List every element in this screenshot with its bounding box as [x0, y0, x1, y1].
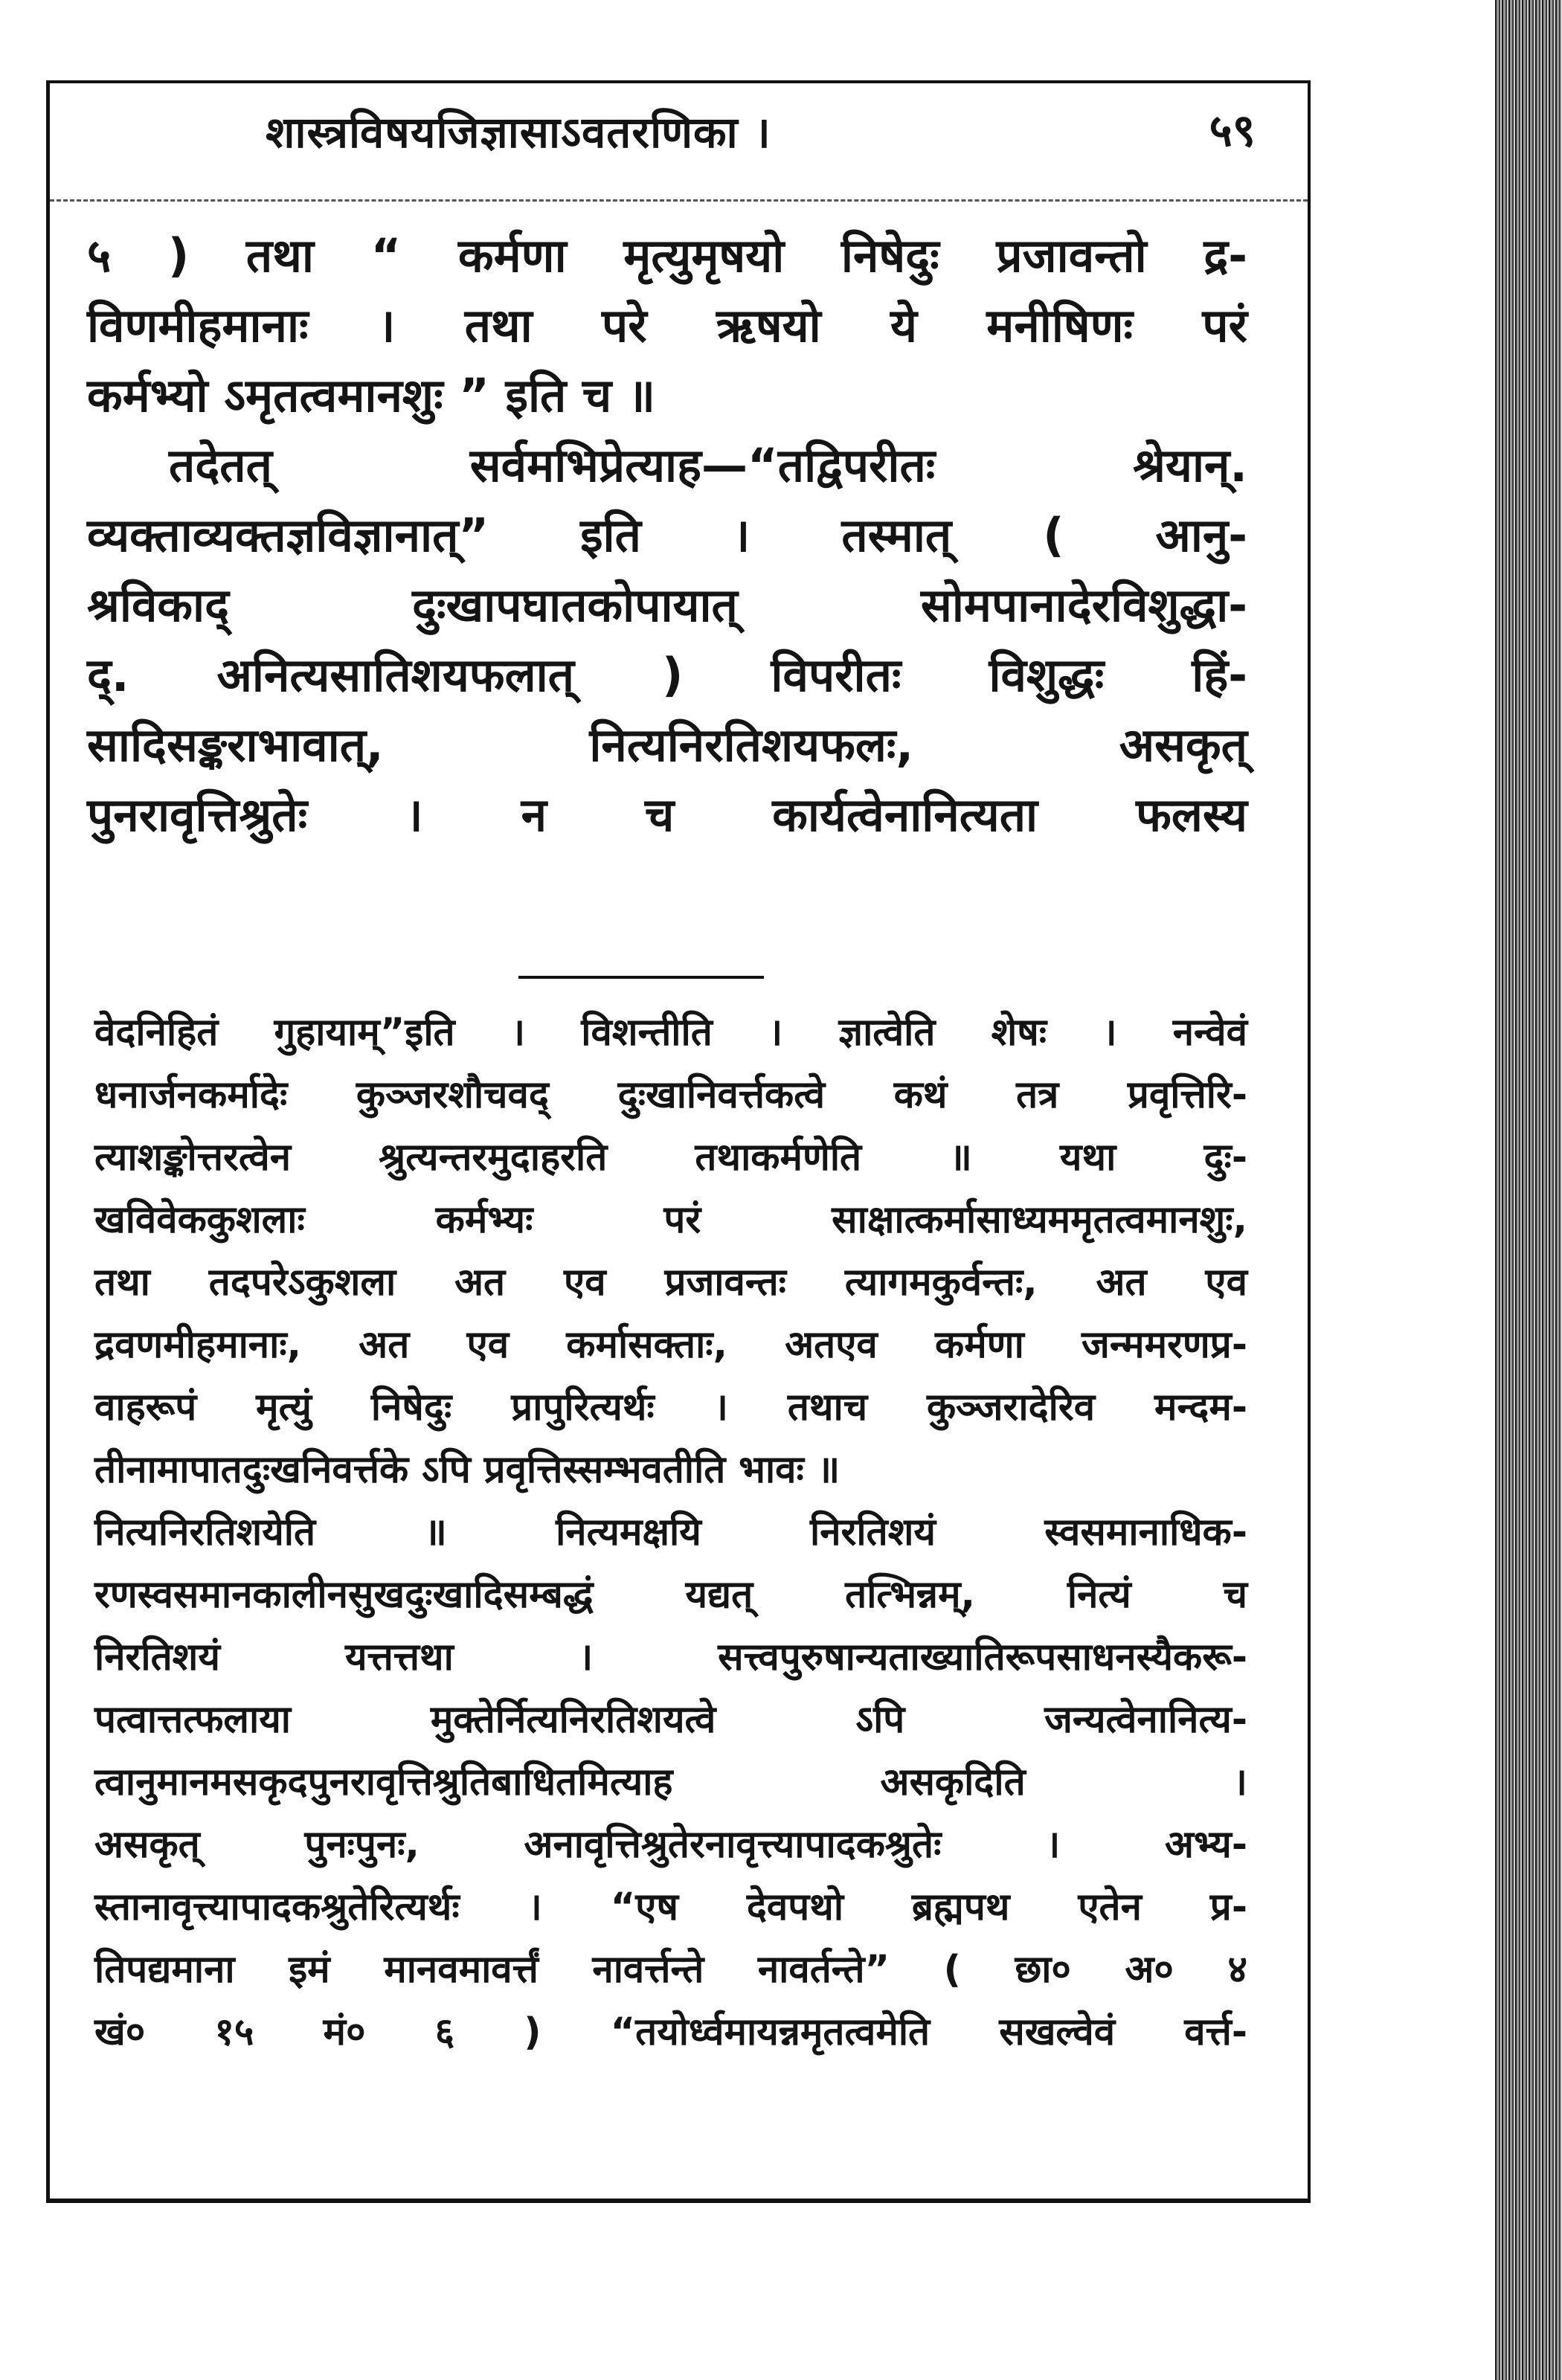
- commentary-line: रणस्वसमानकालीनसुखदुःखादिसम्बद्धं यद्यत् तत्भिन्नम्, नित्यं च: [94, 1573, 1247, 1617]
- commentary-line: नित्यनिरतिशयेति ॥ नित्यमक्षयि निरतिशयं स्वसमानाधिक-: [94, 1511, 1247, 1554]
- commentary-line: असकृत् पुनःपुनः, अनावृत्तिश्रुतेरनावृत्त्यापादकश्रुतेः । अभ्य-: [94, 1823, 1247, 1867]
- main-text-line: पुनरावृत्तिश्रुतेः । न च कार्यत्वेनानित्यता फलस्य: [87, 788, 1247, 842]
- main-text-line: श्रविकाद् दुःखापघातकोपायात् सोमपानादेरविशुद्धा-: [87, 578, 1247, 632]
- scan-binding-edge: [1495, 0, 1562, 2380]
- commentary-line: तीनामापातदुःखनिवर्त्तके ऽपि प्रवृत्तिस्सम्भवतीति भावः ॥: [94, 1448, 841, 1492]
- page-frame: [46, 80, 1311, 2203]
- main-text-line: द्. अनित्यसातिशयफलात् ) विपरीतः विशुद्धः हिं-: [87, 648, 1247, 702]
- commentary-line: त्याशङ्कोत्तरत्वेन श्रुत्यन्तरमुदाहरति तथाकर्मणेति ॥ यथा दुः-: [94, 1136, 1247, 1180]
- commentary-line: वेदनिहितं गुहायाम्”इति । विशन्तीति । ज्ञात्वेति शेषः । नन्वेवं: [94, 1011, 1247, 1055]
- main-text-line: व्यक्ताव्यक्तज्ञविज्ञानात्” इति । तस्मात् ( आनु-: [87, 508, 1247, 562]
- commentary-line: वाहरूपं मृत्युं निषेदुः प्रापुरित्यर्थः । तथाच कुञ्जरादेरिव मन्दम-: [94, 1386, 1247, 1429]
- main-text-line: तदेतत् सर्वमभिप्रेत्याह—“तद्विपरीतः श्रेयान्.: [169, 438, 1247, 492]
- main-text-block: [87, 221, 1247, 850]
- page-header: [50, 83, 1308, 195]
- commentary-line: तिपद्यमाना इमं मानवमावर्त्तं नावर्त्तन्ते नावर्तन्ते” ( छा० अ० ४: [94, 1948, 1247, 1992]
- commentary-line: पत्वात्तत्फलाया मुक्तेर्नित्यनिरतिशयत्वे ऽपि जन्यत्वेनानित्य-: [94, 1698, 1247, 1742]
- commentary-line: खविवेककुशलाः कर्मभ्यः परं साक्षात्कर्मासाध्यममृतत्वमानशुः,: [94, 1198, 1247, 1242]
- main-text-line: सादिसङ्कराभावात्, नित्यनिरतिशयफलः, असकृत्: [87, 718, 1247, 772]
- commentary-line: धनार्जनकर्मादेः कुञ्जरशौचवद् दुःखानिवर्त्तकत्वे कथं तत्र प्रवृत्तिरि-: [94, 1073, 1247, 1117]
- header-rule: [50, 199, 1308, 202]
- commentary-line: निरतिशयं यत्तत्तथा । सत्त्वपुरुषान्यताख्यातिरूपसाधनस्यैकरू-: [94, 1636, 1247, 1679]
- page-number: ५९: [1209, 105, 1256, 157]
- commentary-line: तथा तदपरेऽकुशला अत एव प्रजावन्तः त्यागमकुर्वन्तः, अत एव: [94, 1261, 1247, 1305]
- main-text-line: ५ ) तथा “ कर्मणा मृत्युमृषयो निषेदुः प्रजावन्तो द्र-: [87, 228, 1247, 283]
- main-text-line: विणमीहमानाः । तथा परे ऋषयो ये मनीषिणः परं: [87, 298, 1247, 353]
- commentary-line: द्रवणमीहमानाः, अत एव कर्मासक्ताः, अतएव कर्मणा जन्ममरणप्र-: [94, 1323, 1247, 1367]
- footnote-divider: [518, 976, 764, 979]
- commentary-line: स्तानावृत्त्यापादकश्रुतेरित्यर्थः । “एष देवपथो ब्रह्मपथ एतेन प्र-: [94, 1885, 1247, 1929]
- commentary-line: त्वानुमानमसकृदपुनरावृत्तिश्रुतिबाधितमित्याह असकृदिति ।: [94, 1760, 1247, 1804]
- commentary-line: खं० १५ मं० ६ ) “तयोर्ध्वमायन्नमृतत्वमेति सखल्वेवं वर्त्त-: [94, 2010, 1247, 2054]
- running-title: शास्त्रविषयजिज्ञासाऽवतरणिका ।: [266, 107, 771, 158]
- commentary-block: [94, 1002, 1247, 2064]
- main-text-line: कर्मभ्यो ऽमृतत्वमानशुः ” इति च ॥: [87, 368, 656, 422]
